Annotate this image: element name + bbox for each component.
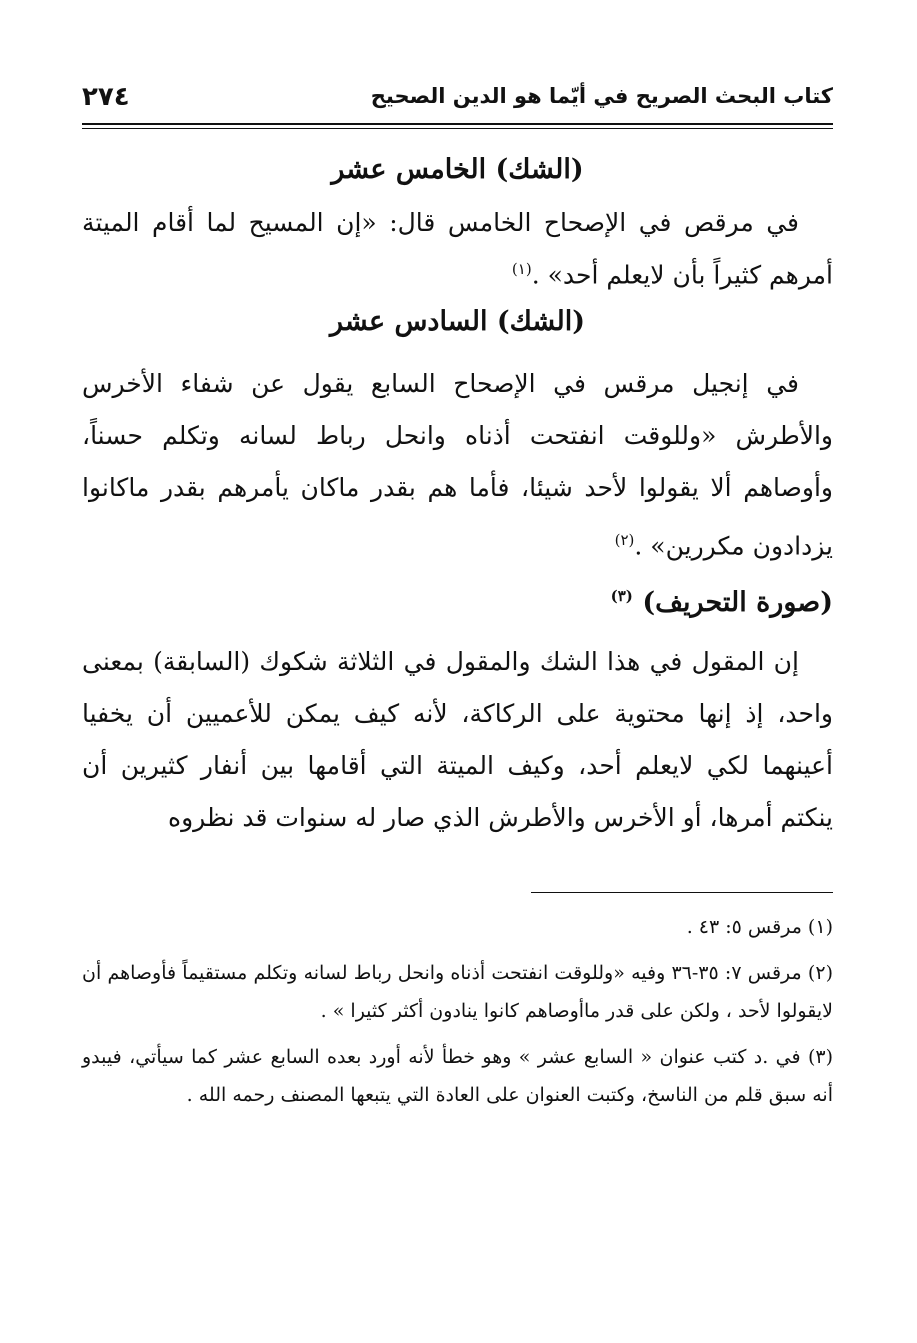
footnote-1: (١) مرقس ٥: ٤٣ .	[686, 916, 833, 938]
running-header	[82, 78, 833, 118]
footnote-ref-1: (١)	[511, 260, 532, 278]
section-heading-tahrif: (صورة التحريف) $^{(٣)}$	[610, 586, 833, 618]
header-rule	[82, 123, 833, 129]
section-heading-16: (الشك) السادس عشر	[329, 306, 586, 338]
book-title: كتاب البحث الصريح في أيّما هو الدين الصحيح	[370, 84, 833, 108]
footnote-separator	[531, 892, 833, 893]
footnote-2: (٢) مرقس ٧: ٣٥-٣٦ وفيه «وللوقت انفتحت أذناه وانحل رباط لسانه وتكلم مستقيماً فأوصاهم أن لايقولوا لأحد ، ولكن على قدر ماأوصاهم كانوا ينادون أكثر كثيرا » .	[82, 962, 833, 1022]
section-heading-15: (الشك) الخامس عشر	[331, 154, 584, 185]
footnote-ref-2: (٢)	[614, 531, 635, 550]
footnotes	[82, 908, 833, 1122]
footnote-3: (٣) في .د كتب عنوان « السابع عشر » وهو خطأ لأنه أورد بعده السابع عشر كما سيأتي، فيبدو أنه سبق قلم من الناسخ، وكتبت العنوان على العادة التي يتبعها المصنف رحمه الله .	[82, 1046, 833, 1106]
footnote-ref-3: (٣)	[610, 586, 633, 605]
section-paragraph-tahrif: إن المقول في هذا الشك والمقول في الثلاثة شكوك (السابقة) بمعنى واحد، إذ إنها محتوية على الركاكة، لأنه كيف يمكن للأعميين أن يخفيا أعينهما لكي لايعلم أحد، وكيف الميتة التي أقامها بين أنفار كثيرين أن ينكتم أمرها، أو الأخرس والأطرش الذي صار له سنوات قد نظروه	[82, 646, 833, 832]
section-paragraph-16: في إنجيل مرقس في الإصحاح السابع يقول عن شفاء الأخرس والأطرش «وللوقت انفتحت أذناه وانحل رباط لسانه وتكلم حسناً، وأوصاهم ألا يقولوا لأحد شيئا، فأما هم بقدر ماكان يأمرهم بقدر ماكانوا يزدادون مكررين» .$^{(٢)}$	[82, 369, 833, 561]
page-number: ٢٧٤	[82, 82, 130, 112]
section-paragraph-15: في مرقص في الإصحاح الخامس قال: «إن المسيح لما أقام الميتة أمرهم كثيراً بأن لايعلم أحد» .$^{(١)}$	[82, 208, 833, 290]
main-text	[82, 148, 833, 844]
